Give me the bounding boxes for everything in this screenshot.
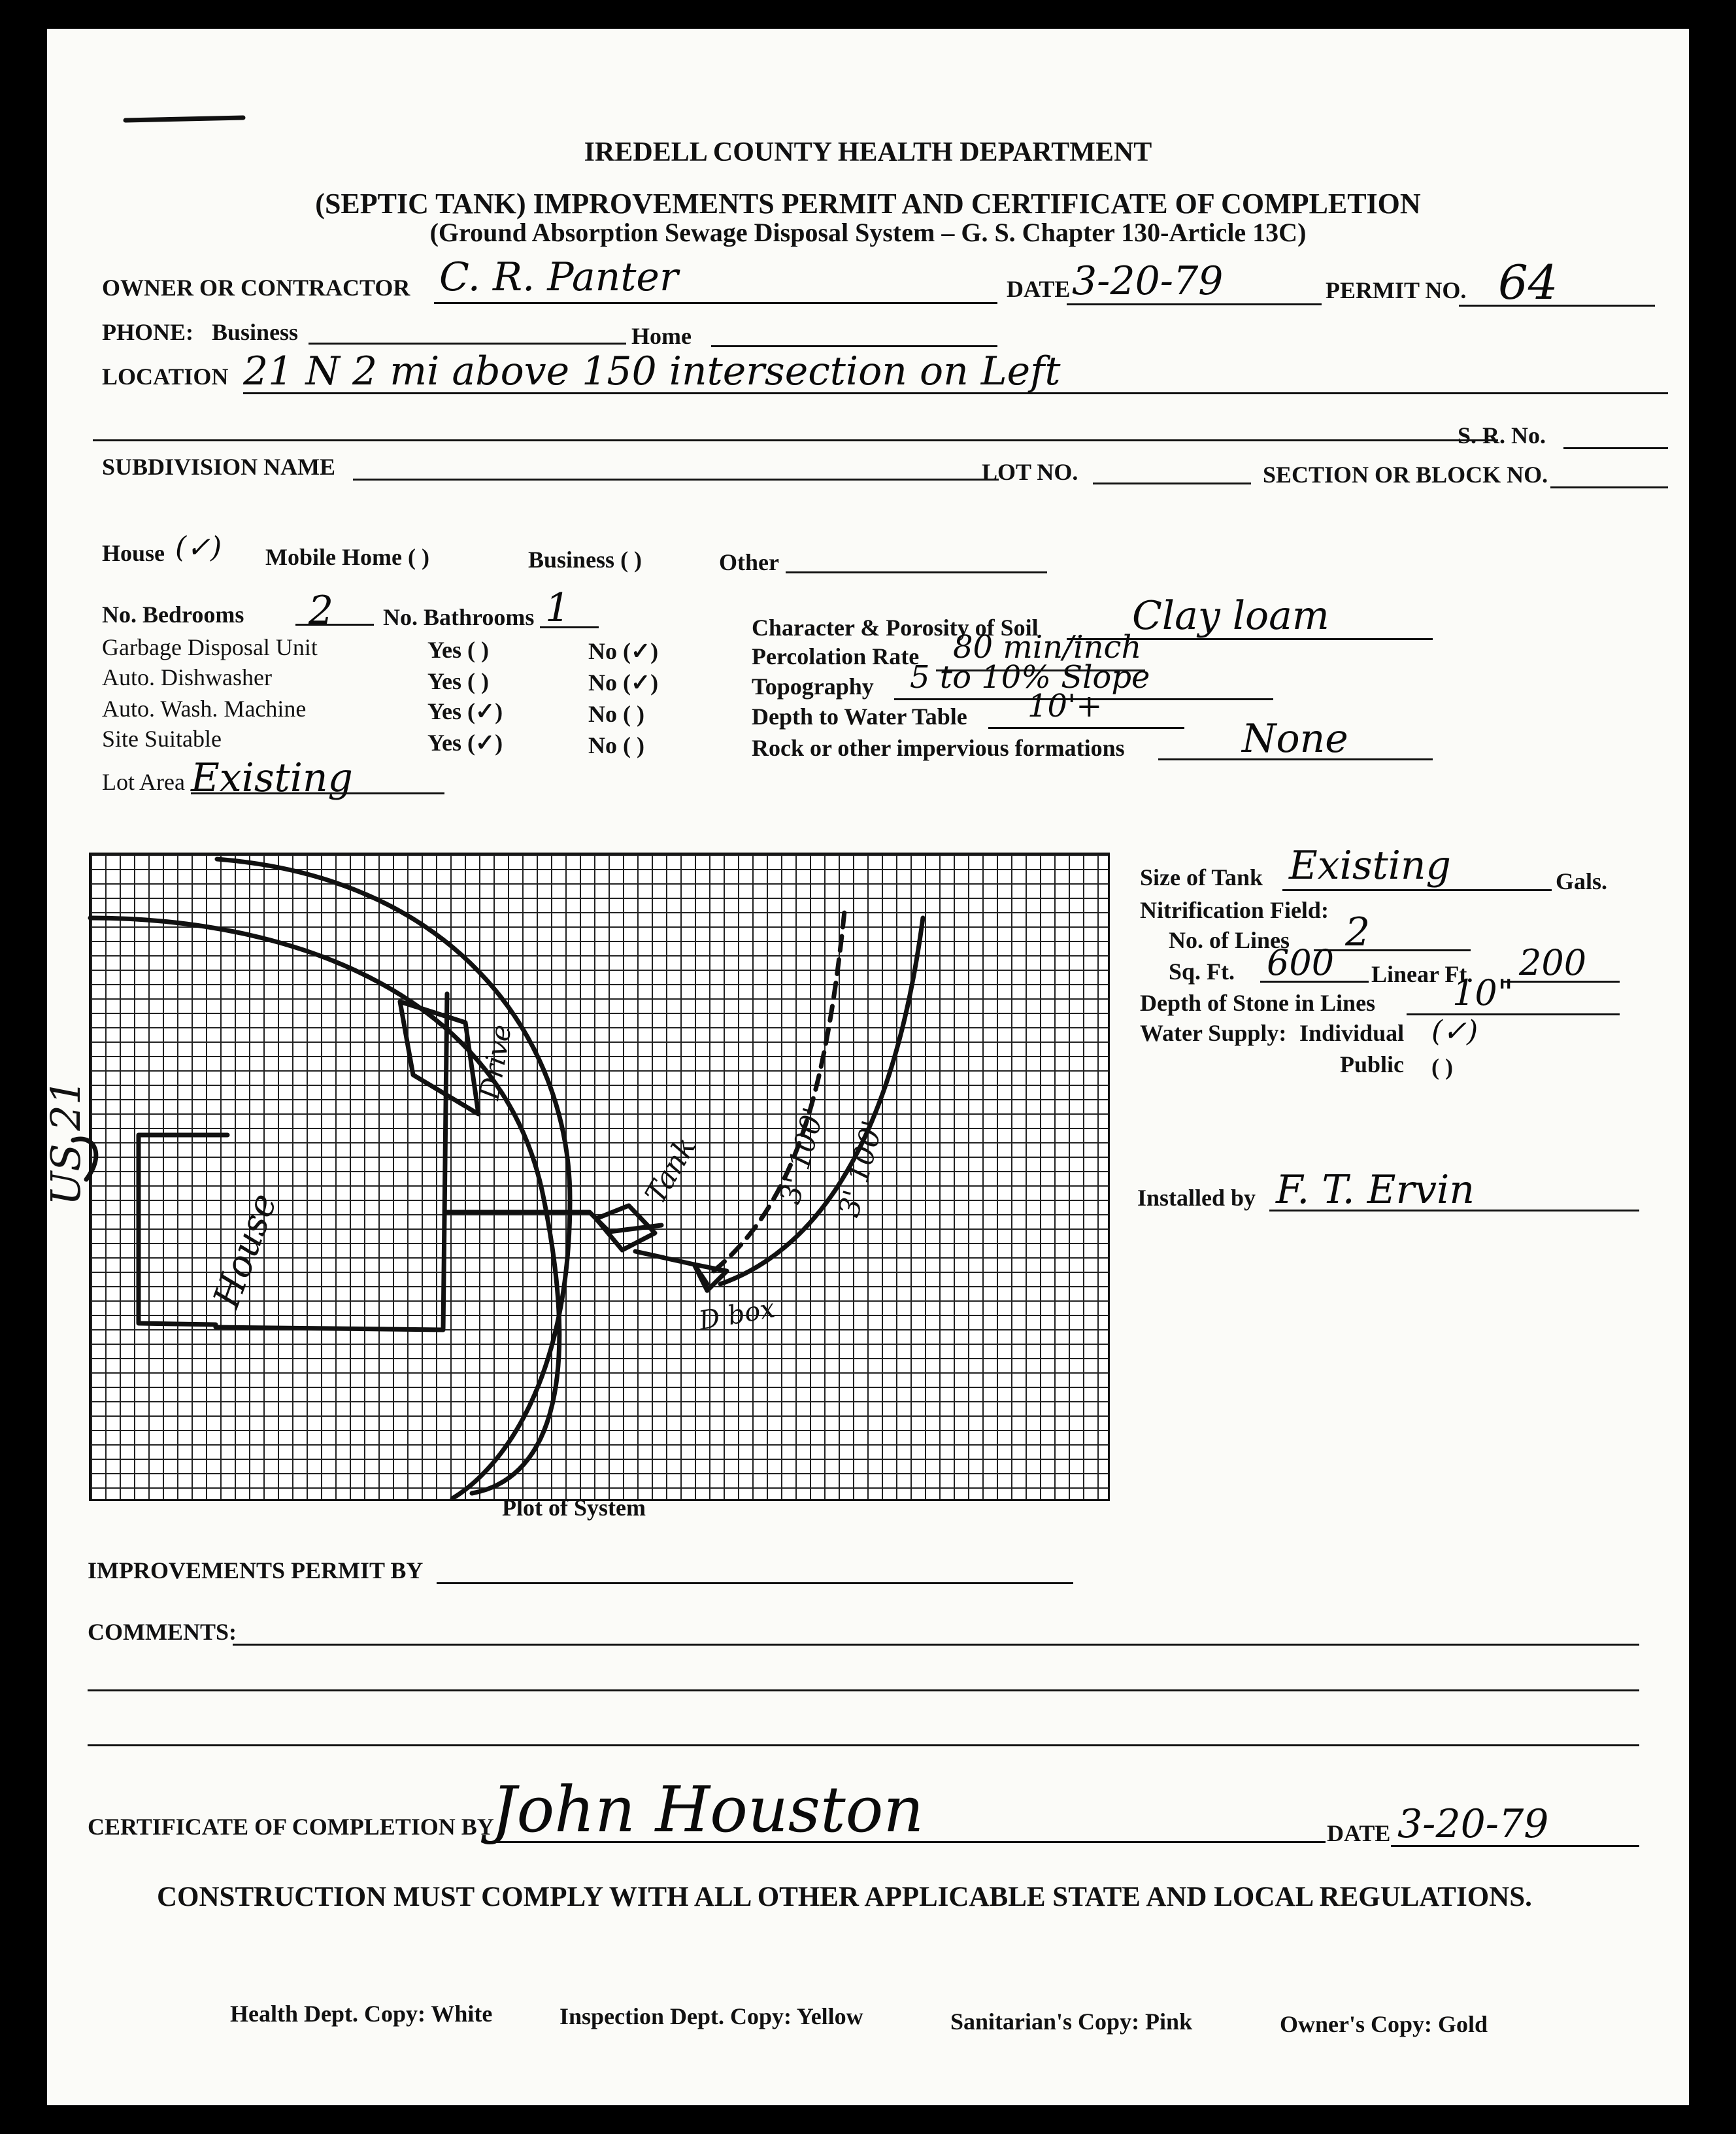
form-title: (SEPTIC TANK) IMPROVEMENTS PERMIT AND CERTIFICATE OF COMPLETION bbox=[315, 188, 1421, 220]
department-heading: IREDELL COUNTY HEALTH DEPARTMENT bbox=[584, 137, 1152, 167]
tank-size-label: Size of Tank bbox=[1140, 864, 1263, 890]
bedrooms-value: 2 bbox=[309, 588, 334, 634]
field-line-1 bbox=[714, 911, 844, 1271]
lot-no-label: LOT NO. bbox=[982, 459, 1078, 485]
permit-form bbox=[42, 29, 1689, 2105]
owner-value: C. R. Panter bbox=[439, 254, 678, 300]
bedrooms-label: No. Bedrooms bbox=[102, 601, 244, 628]
field-line-2 bbox=[720, 918, 923, 1284]
water-table-label: Depth to Water Table bbox=[752, 703, 967, 730]
dishwasher-no[interactable]: No (✓) bbox=[588, 669, 659, 696]
linear-line[interactable] bbox=[1503, 981, 1620, 983]
comments-line-1[interactable] bbox=[233, 1644, 1639, 1646]
sanitarian-copy: Sanitarian's Copy: Pink bbox=[950, 2008, 1193, 2035]
bathrooms-value: 1 bbox=[545, 585, 571, 631]
soil-character-label: Character & Porosity of Soil bbox=[752, 615, 1039, 641]
improvements-line[interactable] bbox=[437, 1582, 1073, 1584]
other-label: Other bbox=[719, 549, 779, 575]
owner-label: OWNER OR CONTRACTOR bbox=[102, 275, 410, 301]
phone-label: PHONE: bbox=[102, 319, 193, 345]
house-checkbox[interactable]: (✓) bbox=[175, 531, 222, 564]
linear-label: Linear Ft. bbox=[1371, 961, 1473, 987]
garbage-yes[interactable]: Yes ( ) bbox=[427, 637, 489, 663]
dishwasher-yes[interactable]: Yes ( ) bbox=[427, 668, 489, 694]
lines-value: 2 bbox=[1345, 909, 1371, 955]
lines-label: No. of Lines bbox=[1169, 927, 1290, 953]
site-no[interactable]: No ( ) bbox=[588, 732, 644, 758]
rock-value: None bbox=[1242, 716, 1348, 762]
lines-line[interactable] bbox=[1314, 949, 1471, 951]
gals-label: Gals. bbox=[1556, 868, 1608, 894]
inspection-copy: Inspection Dept. Copy: Yellow bbox=[559, 2003, 863, 2029]
comments-line-2[interactable] bbox=[88, 1689, 1639, 1691]
soil-character-value: Clay loam bbox=[1132, 593, 1329, 639]
lot-area-label: Lot Area bbox=[102, 769, 185, 795]
permit-label: PERMIT NO. bbox=[1326, 277, 1467, 303]
drive-sketch-label: Drive bbox=[473, 1022, 518, 1102]
public-checkbox[interactable]: ( ) bbox=[1431, 1054, 1453, 1080]
site-label: Site Suitable bbox=[102, 726, 222, 752]
sqft-line[interactable] bbox=[1260, 981, 1369, 983]
owner-copy: Owner's Copy: Gold bbox=[1280, 2011, 1488, 2037]
date-value: 3-20-79 bbox=[1072, 258, 1224, 304]
road-label: US 21 bbox=[42, 1079, 90, 1206]
field-line-2-label: 3' 100' bbox=[832, 1117, 890, 1221]
topography-value: 5 to 10% Slope bbox=[910, 659, 1150, 696]
garbage-label: Garbage Disposal Unit bbox=[102, 634, 318, 660]
phone-business-label: Business bbox=[212, 319, 299, 345]
location-label: LOCATION bbox=[102, 364, 229, 390]
health-copy: Health Dept. Copy: White bbox=[230, 2001, 493, 2027]
sr-no-label: S. R. No. bbox=[1458, 422, 1546, 449]
cert-date-value: 3-20-79 bbox=[1397, 1801, 1549, 1847]
public-label: Public bbox=[1340, 1051, 1405, 1077]
comments-label: COMMENTS: bbox=[88, 1619, 237, 1645]
lot-area-value: Existing bbox=[191, 755, 353, 801]
certificate-line[interactable] bbox=[495, 1841, 1326, 1843]
dishwasher-label: Auto. Dishwasher bbox=[102, 664, 272, 690]
washer-yes[interactable]: Yes (✓) bbox=[427, 698, 503, 724]
topography-label: Topography bbox=[752, 673, 874, 700]
sqft-value: 600 bbox=[1267, 942, 1335, 983]
installed-label: Installed by bbox=[1137, 1185, 1256, 1211]
cert-date-label: DATE bbox=[1327, 1820, 1391, 1846]
comments-line-3[interactable] bbox=[88, 1744, 1639, 1746]
house-sketch-label: House bbox=[205, 1187, 286, 1313]
dbox-sketch-label: D box bbox=[696, 1293, 777, 1336]
washer-label: Auto. Wash. Machine bbox=[102, 696, 307, 722]
phone-home-label: Home bbox=[631, 323, 692, 349]
sqft-label: Sq. Ft. bbox=[1169, 958, 1235, 985]
subdivision-label: SUBDIVISION NAME bbox=[102, 454, 336, 480]
improvements-label: IMPROVEMENTS PERMIT BY bbox=[88, 1557, 424, 1584]
house-label: House bbox=[102, 540, 165, 566]
form-subtitle: (Ground Absorption Sewage Disposal System – G. S. Chapter 130-Article 13C) bbox=[429, 218, 1307, 247]
road-edge-outer bbox=[217, 859, 570, 1499]
washer-no[interactable]: No ( ) bbox=[588, 701, 644, 727]
water-supply-label: Water Supply: bbox=[1140, 1020, 1287, 1046]
sewer-line bbox=[446, 1212, 661, 1232]
individual-label: Individual bbox=[1299, 1020, 1405, 1046]
location-value: 21 N 2 mi above 150 intersection on Left bbox=[243, 348, 1061, 394]
mobile-home-option[interactable]: Mobile Home ( ) bbox=[265, 544, 429, 570]
compliance-notice: CONSTRUCTION MUST COMPLY WITH ALL OTHER APPLICABLE STATE AND LOCAL REGULATIONS. bbox=[157, 1882, 1532, 1912]
road-edge-inner bbox=[90, 918, 559, 1493]
date-label: DATE bbox=[1007, 276, 1071, 302]
drive-outline bbox=[400, 1002, 478, 1114]
individual-checkbox[interactable]: (✓) bbox=[1431, 1015, 1478, 1048]
plot-caption: Plot of System bbox=[502, 1495, 646, 1521]
tank-size-line[interactable] bbox=[1282, 889, 1552, 891]
inspector-signature: John Houston bbox=[492, 1773, 924, 1846]
bathrooms-label: No. Bathrooms bbox=[383, 604, 535, 630]
site-yes[interactable]: Yes (✓) bbox=[427, 730, 503, 756]
field-line-1-label: 3' 100' bbox=[773, 1104, 831, 1208]
certificate-label: CERTIFICATE OF COMPLETION BY bbox=[88, 1814, 494, 1840]
stone-label: Depth of Stone in Lines bbox=[1140, 990, 1376, 1016]
permit-value: 64 bbox=[1498, 255, 1558, 310]
tank-size-value: Existing bbox=[1289, 843, 1451, 889]
cert-date-line[interactable] bbox=[1391, 1845, 1639, 1847]
section-label: SECTION OR BLOCK NO. bbox=[1263, 462, 1548, 488]
garbage-no[interactable]: No (✓) bbox=[588, 638, 659, 664]
water-table-value: 10'+ bbox=[1027, 688, 1103, 724]
stone-value: 10" bbox=[1452, 972, 1514, 1013]
top-mark bbox=[125, 118, 243, 120]
installed-value: F. T. Ervin bbox=[1276, 1167, 1475, 1213]
tank-sketch-label: Tank bbox=[639, 1132, 703, 1210]
linear-value: 200 bbox=[1519, 942, 1587, 983]
installed-line[interactable] bbox=[1269, 1210, 1639, 1211]
percolation-value: 80 min/inch bbox=[953, 629, 1142, 666]
percolation-label: Percolation Rate bbox=[752, 643, 920, 669]
rock-label: Rock or other impervious formations bbox=[752, 735, 1125, 761]
nitrification-label: Nitrification Field: bbox=[1140, 897, 1329, 923]
business-option[interactable]: Business ( ) bbox=[528, 547, 643, 573]
